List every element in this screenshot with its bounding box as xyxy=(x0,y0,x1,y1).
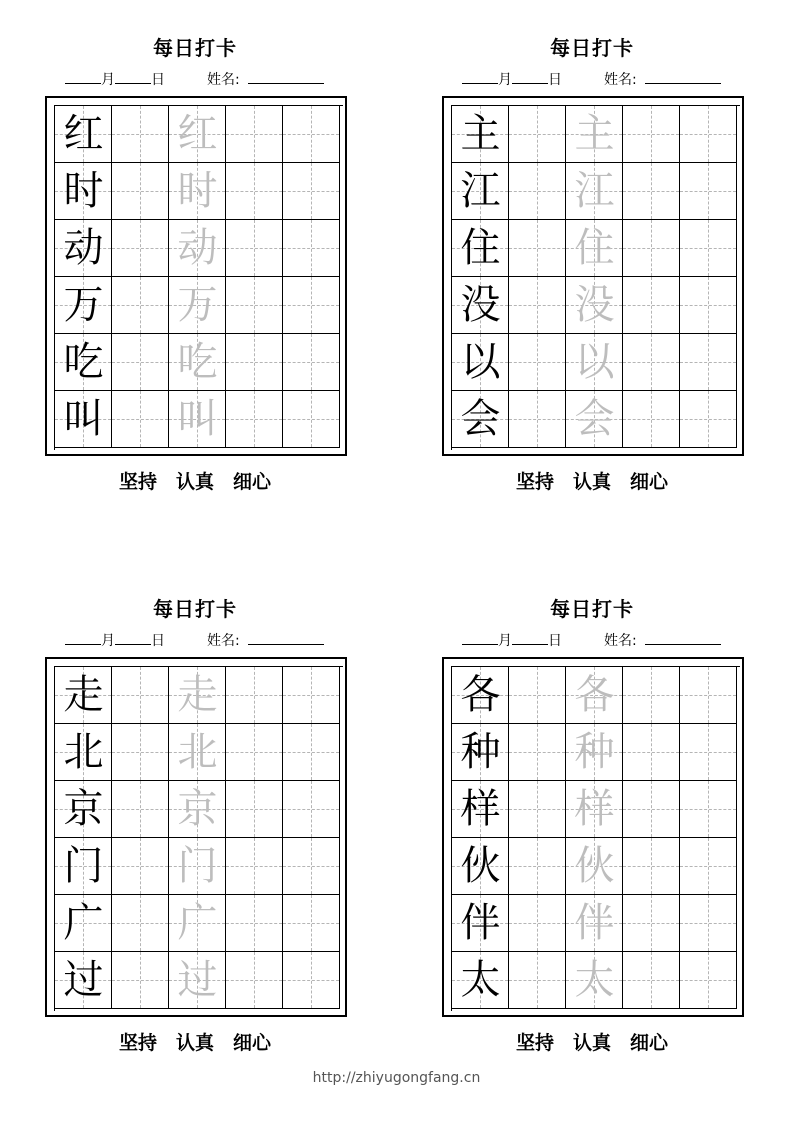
date-name-line xyxy=(462,630,752,650)
motto: 坚持 认真 细心 xyxy=(515,1032,668,1054)
grid-cell[interactable] xyxy=(226,667,283,724)
grid-cell xyxy=(55,334,112,391)
day-blank[interactable] xyxy=(115,69,151,84)
trace-character: 广 xyxy=(177,900,218,946)
trace-character: 动 xyxy=(177,225,218,271)
card-title: 每日打卡 xyxy=(550,597,634,621)
practice-card xyxy=(442,596,762,1076)
grid-cell[interactable] xyxy=(623,106,680,163)
trace-character: 门 xyxy=(177,843,218,889)
grid-cell xyxy=(55,838,112,895)
grid-cell[interactable] xyxy=(283,163,340,220)
grid-cell xyxy=(169,163,226,220)
grid-cell[interactable] xyxy=(112,220,169,277)
practice-sheet xyxy=(45,96,347,456)
model-character: 北 xyxy=(63,729,104,775)
model-character: 会 xyxy=(460,396,501,442)
grid-cell[interactable] xyxy=(623,334,680,391)
grid-cell[interactable] xyxy=(509,334,566,391)
card-title: 每日打卡 xyxy=(153,36,237,60)
grid-cell[interactable] xyxy=(283,106,340,163)
grid-cell[interactable] xyxy=(226,277,283,334)
grid-cell xyxy=(566,391,623,448)
grid-cell[interactable] xyxy=(226,895,283,952)
grid-cell xyxy=(452,724,509,781)
grid-cell[interactable] xyxy=(680,106,737,163)
grid-cell[interactable] xyxy=(112,163,169,220)
grid-cell[interactable] xyxy=(623,952,680,1009)
grid-cell xyxy=(55,220,112,277)
grid-cell[interactable] xyxy=(283,895,340,952)
grid-cell[interactable] xyxy=(112,277,169,334)
name-label: 姓名: xyxy=(207,633,240,649)
grid-cell[interactable] xyxy=(283,277,340,334)
name-blank[interactable] xyxy=(248,69,324,84)
grid-cell[interactable] xyxy=(509,220,566,277)
card-title: 每日打卡 xyxy=(153,597,237,621)
trace-character: 太 xyxy=(574,957,615,1003)
name-blank[interactable] xyxy=(645,69,721,84)
trace-character: 伙 xyxy=(574,843,615,889)
trace-character: 北 xyxy=(177,729,218,775)
grid-cell xyxy=(55,724,112,781)
motto: 坚持 认真 细心 xyxy=(118,471,271,493)
grid-cell xyxy=(55,106,112,163)
grid-cell[interactable] xyxy=(283,838,340,895)
grid-cell[interactable] xyxy=(112,781,169,838)
trace-character: 住 xyxy=(574,225,615,271)
model-character: 万 xyxy=(63,282,104,328)
grid-cell[interactable] xyxy=(226,391,283,448)
model-character: 太 xyxy=(460,957,501,1003)
grid-cell[interactable] xyxy=(283,391,340,448)
model-character: 伙 xyxy=(460,843,501,889)
date-name-line xyxy=(462,69,752,89)
grid-cell xyxy=(566,277,623,334)
grid-cell[interactable] xyxy=(680,220,737,277)
grid-cell[interactable] xyxy=(509,724,566,781)
grid-cell xyxy=(55,895,112,952)
model-character: 以 xyxy=(460,339,501,385)
trace-character: 万 xyxy=(177,282,218,328)
practice-card xyxy=(442,35,762,515)
grid-cell[interactable] xyxy=(226,952,283,1009)
grid-cell[interactable] xyxy=(226,838,283,895)
month-blank[interactable] xyxy=(462,69,498,84)
grid-cell xyxy=(169,334,226,391)
day-blank[interactable] xyxy=(512,630,548,645)
grid-cell[interactable] xyxy=(680,334,737,391)
grid-cell xyxy=(55,667,112,724)
day-label: 日 xyxy=(548,72,562,88)
model-character: 伴 xyxy=(460,900,501,946)
grid-cell[interactable] xyxy=(226,163,283,220)
trace-character: 叫 xyxy=(177,396,218,442)
model-character: 动 xyxy=(63,225,104,271)
grid-cell[interactable] xyxy=(680,952,737,1009)
grid-cell xyxy=(452,895,509,952)
grid-cell[interactable] xyxy=(283,724,340,781)
model-character: 叫 xyxy=(63,396,104,442)
trace-character: 过 xyxy=(177,957,218,1003)
grid-cell[interactable] xyxy=(509,895,566,952)
model-character: 主 xyxy=(460,111,501,157)
motto: 坚持 认真 细心 xyxy=(118,1032,271,1054)
day-label: 日 xyxy=(151,72,165,88)
grid-cell[interactable] xyxy=(226,334,283,391)
card-title: 每日打卡 xyxy=(550,36,634,60)
grid-cell[interactable] xyxy=(623,724,680,781)
grid-cell xyxy=(55,952,112,1009)
grid-cell xyxy=(566,952,623,1009)
trace-character: 红 xyxy=(177,111,218,157)
grid-cell xyxy=(566,220,623,277)
month-label: 月 xyxy=(101,633,115,649)
model-character: 样 xyxy=(460,786,501,832)
footer-url[interactable]: http://zhiyugongfang.cn xyxy=(312,1070,481,1086)
model-character: 种 xyxy=(460,729,501,775)
name-label: 姓名: xyxy=(207,72,240,88)
grid-cell[interactable] xyxy=(680,838,737,895)
month-label: 月 xyxy=(498,633,512,649)
grid-cell[interactable] xyxy=(283,220,340,277)
trace-character: 时 xyxy=(177,168,218,214)
model-character: 吃 xyxy=(63,339,104,385)
grid-cell[interactable] xyxy=(226,220,283,277)
model-character: 走 xyxy=(63,672,104,718)
grid-cell xyxy=(452,277,509,334)
trace-character: 江 xyxy=(574,168,615,214)
grid-cell[interactable] xyxy=(112,838,169,895)
grid-cell[interactable] xyxy=(623,895,680,952)
grid-cell[interactable] xyxy=(680,277,737,334)
grid-cell xyxy=(452,667,509,724)
grid-cell[interactable] xyxy=(680,667,737,724)
trace-character: 伴 xyxy=(574,900,615,946)
name-blank[interactable] xyxy=(248,630,324,645)
grid-cell xyxy=(452,838,509,895)
month-blank[interactable] xyxy=(65,630,101,645)
practice-sheet xyxy=(442,96,744,456)
grid-cell[interactable] xyxy=(509,277,566,334)
writing-grid xyxy=(451,105,740,450)
month-label: 月 xyxy=(101,72,115,88)
trace-character: 走 xyxy=(177,672,218,718)
grid-cell xyxy=(169,952,226,1009)
grid-cell xyxy=(452,220,509,277)
month-blank[interactable] xyxy=(462,630,498,645)
grid-cell[interactable] xyxy=(680,895,737,952)
trace-character: 主 xyxy=(574,111,615,157)
grid-cell[interactable] xyxy=(623,391,680,448)
grid-cell xyxy=(55,277,112,334)
grid-cell[interactable] xyxy=(112,391,169,448)
day-label: 日 xyxy=(151,633,165,649)
grid-cell[interactable] xyxy=(112,895,169,952)
writing-grid xyxy=(451,666,740,1011)
name-label: 姓名: xyxy=(604,633,637,649)
grid-cell xyxy=(452,334,509,391)
practice-card xyxy=(45,596,365,1076)
practice-sheet xyxy=(442,657,744,1017)
day-blank[interactable] xyxy=(512,69,548,84)
model-character: 没 xyxy=(460,282,501,328)
model-character: 过 xyxy=(63,957,104,1003)
grid-cell[interactable] xyxy=(680,391,737,448)
model-character: 江 xyxy=(460,168,501,214)
grid-cell xyxy=(169,724,226,781)
model-character: 时 xyxy=(63,168,104,214)
grid-cell xyxy=(169,838,226,895)
grid-cell xyxy=(566,106,623,163)
grid-cell[interactable] xyxy=(680,781,737,838)
day-blank[interactable] xyxy=(115,630,151,645)
grid-cell[interactable] xyxy=(509,667,566,724)
grid-cell[interactable] xyxy=(283,781,340,838)
grid-cell xyxy=(452,106,509,163)
grid-cell xyxy=(452,163,509,220)
grid-cell[interactable] xyxy=(112,952,169,1009)
grid-cell xyxy=(169,220,226,277)
month-blank[interactable] xyxy=(65,69,101,84)
writing-grid xyxy=(54,666,343,1011)
grid-cell[interactable] xyxy=(283,952,340,1009)
model-character: 住 xyxy=(460,225,501,271)
date-name-line xyxy=(65,69,355,89)
grid-cell[interactable] xyxy=(623,163,680,220)
grid-cell xyxy=(169,781,226,838)
motto: 坚持 认真 细心 xyxy=(515,471,668,493)
trace-character: 各 xyxy=(574,672,615,718)
trace-character: 京 xyxy=(177,786,218,832)
grid-cell[interactable] xyxy=(509,163,566,220)
grid-cell xyxy=(452,952,509,1009)
trace-character: 样 xyxy=(574,786,615,832)
day-label: 日 xyxy=(548,633,562,649)
grid-cell[interactable] xyxy=(509,106,566,163)
grid-cell[interactable] xyxy=(226,106,283,163)
grid-cell[interactable] xyxy=(226,724,283,781)
model-character: 各 xyxy=(460,672,501,718)
grid-cell xyxy=(169,106,226,163)
grid-cell[interactable] xyxy=(283,667,340,724)
grid-cell[interactable] xyxy=(112,334,169,391)
grid-cell[interactable] xyxy=(283,334,340,391)
writing-grid xyxy=(54,105,343,450)
grid-cell[interactable] xyxy=(226,781,283,838)
grid-cell xyxy=(452,781,509,838)
grid-cell[interactable] xyxy=(680,163,737,220)
name-label: 姓名: xyxy=(604,72,637,88)
grid-cell[interactable] xyxy=(623,220,680,277)
grid-cell[interactable] xyxy=(623,667,680,724)
grid-cell[interactable] xyxy=(112,106,169,163)
name-blank[interactable] xyxy=(645,630,721,645)
date-name-line xyxy=(65,630,355,650)
practice-card xyxy=(45,35,365,515)
month-label: 月 xyxy=(498,72,512,88)
model-character: 红 xyxy=(63,111,104,157)
grid-cell xyxy=(169,667,226,724)
grid-cell[interactable] xyxy=(509,781,566,838)
grid-cell xyxy=(452,391,509,448)
grid-cell xyxy=(169,895,226,952)
grid-cell xyxy=(566,334,623,391)
grid-cell xyxy=(55,391,112,448)
grid-cell xyxy=(566,895,623,952)
grid-cell[interactable] xyxy=(509,952,566,1009)
trace-character: 种 xyxy=(574,729,615,775)
grid-cell[interactable] xyxy=(509,838,566,895)
trace-character: 吃 xyxy=(177,339,218,385)
model-character: 广 xyxy=(63,900,104,946)
model-character: 京 xyxy=(63,786,104,832)
grid-cell xyxy=(169,391,226,448)
grid-cell xyxy=(169,277,226,334)
grid-cell xyxy=(55,163,112,220)
grid-cell[interactable] xyxy=(509,391,566,448)
trace-character: 以 xyxy=(574,339,615,385)
grid-cell xyxy=(566,781,623,838)
practice-sheet xyxy=(45,657,347,1017)
grid-cell xyxy=(566,163,623,220)
grid-cell xyxy=(566,838,623,895)
grid-cell xyxy=(566,667,623,724)
grid-cell[interactable] xyxy=(623,277,680,334)
grid-cell xyxy=(55,781,112,838)
grid-cell[interactable] xyxy=(112,724,169,781)
model-character: 门 xyxy=(63,843,104,889)
grid-cell[interactable] xyxy=(623,838,680,895)
grid-cell[interactable] xyxy=(623,781,680,838)
grid-cell[interactable] xyxy=(112,667,169,724)
trace-character: 会 xyxy=(574,396,615,442)
grid-cell[interactable] xyxy=(680,724,737,781)
grid-cell xyxy=(566,724,623,781)
trace-character: 没 xyxy=(574,282,615,328)
